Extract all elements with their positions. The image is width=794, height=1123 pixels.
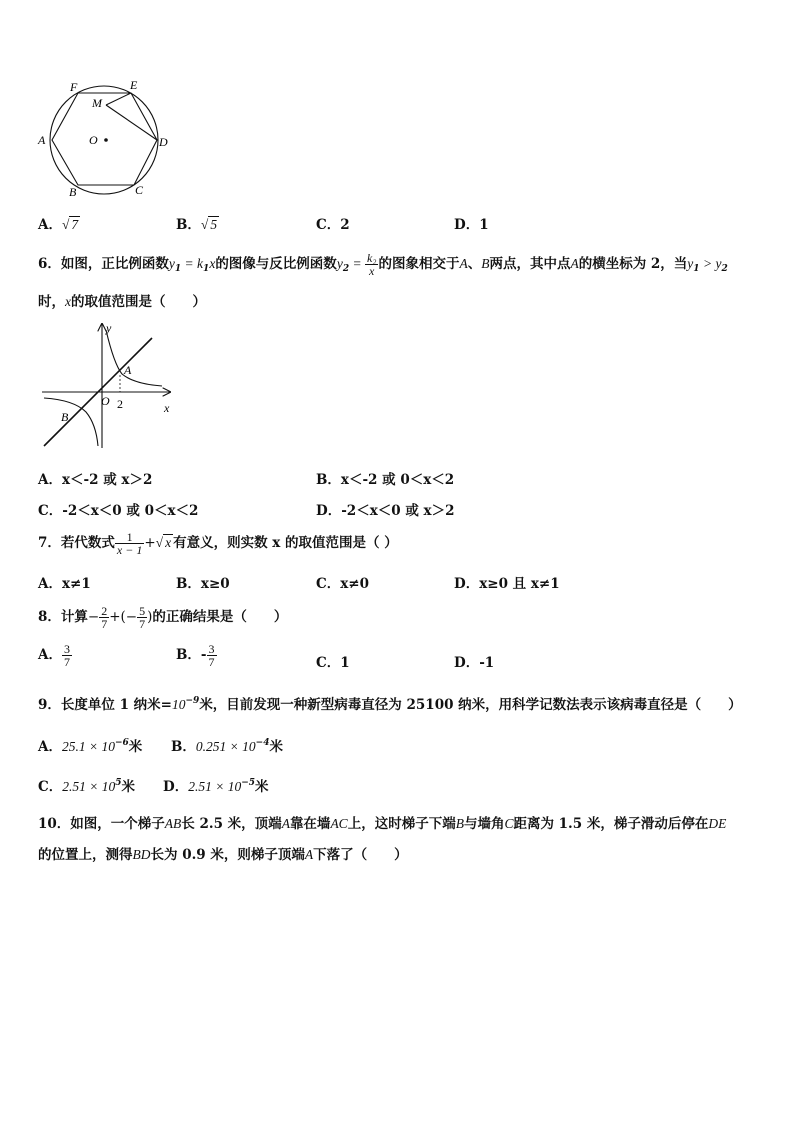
fraction-denominator: 7 <box>101 617 108 631</box>
label-f: F <box>70 80 78 94</box>
circumcircle <box>50 86 158 194</box>
q10-text-b: 长 2.5 米，顶端 <box>181 816 282 832</box>
label-y: y <box>106 321 112 335</box>
segment-ac: AC <box>330 816 348 831</box>
hexagon-outline <box>52 93 157 185</box>
fraction-3-over-7 <box>207 643 217 668</box>
q10-line1 <box>38 812 726 832</box>
q9-option-c-unit: 米 <box>121 779 136 795</box>
label-b: B <box>69 185 77 199</box>
q8-text-pre: 8．计算 <box>38 609 88 625</box>
q10-text-c: 靠在墙 <box>289 816 331 832</box>
var-y2: y <box>715 256 722 271</box>
label-x: x <box>164 401 170 415</box>
q5-option-b <box>176 213 219 233</box>
q7-option-d: D．x≥0 且 x≠1 <box>454 576 560 592</box>
var-y1-sub: 1 <box>693 264 700 274</box>
q5-option-d: D．1 <box>454 217 489 233</box>
fraction-numerator: 3 <box>208 642 215 656</box>
q9-option-b-unit: 米 <box>269 739 283 755</box>
var-y1: y <box>687 256 694 271</box>
var-x: x <box>209 256 216 271</box>
var-x: x <box>65 294 71 309</box>
q9-option-d-value: 2.51 × 10 <box>188 779 242 794</box>
fraction-numerator: 1 <box>115 531 144 544</box>
q7-option-b: B．x≥0 <box>176 576 230 592</box>
q6-option-d: D．-2＜x＜0 或 x＞2 <box>316 503 455 519</box>
sqrt-symbol: √ 5 <box>200 217 218 232</box>
q5-option-a-radicand: 7 <box>71 217 79 232</box>
label-e: E <box>130 78 138 92</box>
q9-option-b <box>171 735 283 755</box>
q6-text-post3: 的横坐标为 2，当 <box>578 256 688 272</box>
q8-text-post: 的正确结果是（ ） <box>152 609 288 625</box>
q9-option-b-exp: −4 <box>255 738 270 748</box>
q8-option-a <box>38 643 72 668</box>
power-base: 10 <box>172 697 186 712</box>
close-paren: ) <box>147 609 153 625</box>
fraction-5-over-7 <box>137 605 147 630</box>
q9-text-pre: 9．长度单位 1 纳米= <box>38 697 172 713</box>
q9-option-c-value: 2.51 × 10 <box>62 779 116 794</box>
q9-option-b-label: B． <box>171 739 196 755</box>
sqrt-symbol: √ 7 <box>61 217 79 232</box>
q8-option-d: D．-1 <box>454 655 495 671</box>
label-a: A <box>124 363 132 377</box>
label-o: O <box>101 394 110 408</box>
q10-text-d: 上，这时梯子下端 <box>347 816 456 832</box>
q9-option-c-label: C． <box>38 779 63 795</box>
segment-de: DE <box>708 816 727 831</box>
label-d: D <box>159 135 168 149</box>
q6-line2-post: 的取值范围是（ ） <box>71 294 206 310</box>
q9-question <box>38 693 742 713</box>
fraction-denominator: 7 <box>208 655 215 669</box>
label-two: 2 <box>117 397 123 411</box>
q7-text-pre: 7．若代数式 <box>38 535 115 551</box>
fraction-denominator: x − 1 <box>116 543 143 557</box>
q5-option-a-label: A． <box>38 217 62 233</box>
fraction-k2-over-x <box>365 252 379 277</box>
label-c: C <box>135 183 144 197</box>
q10-text-f: 距离为 1.5 米，梯子滑动后停在 <box>513 816 709 832</box>
separator: 、 <box>467 256 482 272</box>
q6-line1 <box>38 252 728 281</box>
point-b: B <box>481 256 490 271</box>
q5-option-b-radicand: 5 <box>210 217 218 232</box>
q6-line2 <box>38 290 206 310</box>
q10-line2 <box>38 843 408 863</box>
plus-open-paren: +(− <box>109 609 138 625</box>
fraction-1-over-x-minus-1 <box>115 531 144 556</box>
q5-option-c: C．2 <box>316 217 350 233</box>
q10-text-e: 与墙角 <box>463 816 505 832</box>
q9-option-d-unit: 米 <box>255 779 269 795</box>
label-o: O <box>89 133 98 147</box>
fraction-3-over-7 <box>62 643 72 668</box>
q8-option-b-label: B．- <box>176 647 207 663</box>
q9-option-d-label: D． <box>163 779 189 795</box>
greater-than: > <box>699 256 716 271</box>
fraction-2-over-7 <box>99 605 109 630</box>
q5-option-a <box>38 213 80 233</box>
q7-text-post: 有意义，则实数 x 的取值范围是（ ） <box>173 535 398 551</box>
q10-text-i: 下落了（ ） <box>313 847 408 863</box>
label-b: B <box>61 410 69 424</box>
q10-text-a: 10．如图，一个梯子 <box>38 816 165 832</box>
q6-text-post2: 两点，其中点 <box>489 256 571 272</box>
hexagon-circle-figure <box>30 74 180 202</box>
equals: = <box>349 256 365 271</box>
point-a: A <box>304 847 314 862</box>
power-exponent: −9 <box>185 696 200 706</box>
point-c: C <box>504 816 514 831</box>
q8-option-a-label: A． <box>38 647 62 663</box>
var-y2-sub: 2 <box>342 264 350 274</box>
function-graph-figure <box>40 318 180 450</box>
q9-option-a-label: A． <box>38 739 62 755</box>
point-b: B <box>455 816 464 831</box>
segment-em <box>106 93 131 105</box>
q10-text-g: 的位置上，测得 <box>38 847 133 863</box>
var-k1-sub: 1 <box>203 264 210 274</box>
fraction-numerator: 5 <box>139 604 146 618</box>
q6-option-a: A．x＜-2 或 x＞2 <box>38 472 153 488</box>
fraction-denominator: 7 <box>139 617 146 631</box>
q6-option-c: C．-2＜x＜0 或 0＜x＜2 <box>38 503 199 519</box>
fraction-denominator: x <box>369 264 375 278</box>
q8-question <box>38 602 287 632</box>
point-a: A <box>281 816 290 831</box>
segment-ab: AB <box>164 816 182 831</box>
q7-question <box>38 528 398 558</box>
fraction-numerator: 2 <box>101 604 108 618</box>
var-y2: y <box>336 256 343 271</box>
q9-option-c <box>38 775 135 795</box>
var-y1-sub: 1 <box>174 264 182 274</box>
q6-text-pre: 6．如图，正比例函数 <box>38 256 169 272</box>
q9-option-b-value: 0.251 × 10 <box>195 739 256 754</box>
sqrt-x: √ x <box>155 535 172 550</box>
radicand: x <box>165 535 172 550</box>
q9-option-a-value: 25.1 × 10 <box>61 739 115 754</box>
var-k1: k <box>197 256 204 271</box>
q10-text-h: 长为 0.9 米，则梯子顶端 <box>150 847 305 863</box>
q9-option-a <box>38 735 142 755</box>
q6-line2-pre: 时， <box>38 294 65 310</box>
segment-bd: BD <box>132 847 151 862</box>
plus-sign: + <box>144 535 156 551</box>
point-a: A <box>459 256 468 271</box>
var-y2-sub: 2 <box>721 264 728 274</box>
q9-option-a-exp: −6 <box>114 738 129 748</box>
q6-option-b: B．x＜-2 或 0＜x＜2 <box>316 472 455 488</box>
q8-option-c: C．1 <box>316 655 350 671</box>
label-a: A <box>38 133 46 147</box>
q9-text-post: 米，目前发现一种新型病毒直径为 25100 纳米，用科学记数法表示该病毒直径是（ ） <box>199 697 742 713</box>
q6-text-post1: 的图象相交于 <box>378 256 460 272</box>
q9-option-c-exp: 5 <box>115 778 122 788</box>
q9-option-d-exp: −5 <box>241 778 256 788</box>
q9-option-d <box>163 775 269 795</box>
var-y1: y <box>168 256 175 271</box>
q9-option-a-unit: 米 <box>128 739 143 755</box>
label-m: M <box>92 96 102 110</box>
q7-option-a: A．x≠1 <box>38 576 91 592</box>
minus-sign: − <box>87 609 100 625</box>
center-point <box>104 138 108 142</box>
q8-option-b <box>176 643 217 668</box>
fraction-numerator: k₂ <box>366 251 377 265</box>
fraction-numerator: 3 <box>63 642 70 656</box>
q7-option-c: C．x≠0 <box>316 576 369 592</box>
point-a: A <box>570 256 579 271</box>
equals: = <box>181 256 198 271</box>
fraction-denominator: 7 <box>63 655 70 669</box>
q5-option-b-label: B． <box>176 217 201 233</box>
hyperbola-branch-q1 <box>106 330 162 386</box>
q6-text-mid: 的图像与反比例函数 <box>215 256 337 272</box>
